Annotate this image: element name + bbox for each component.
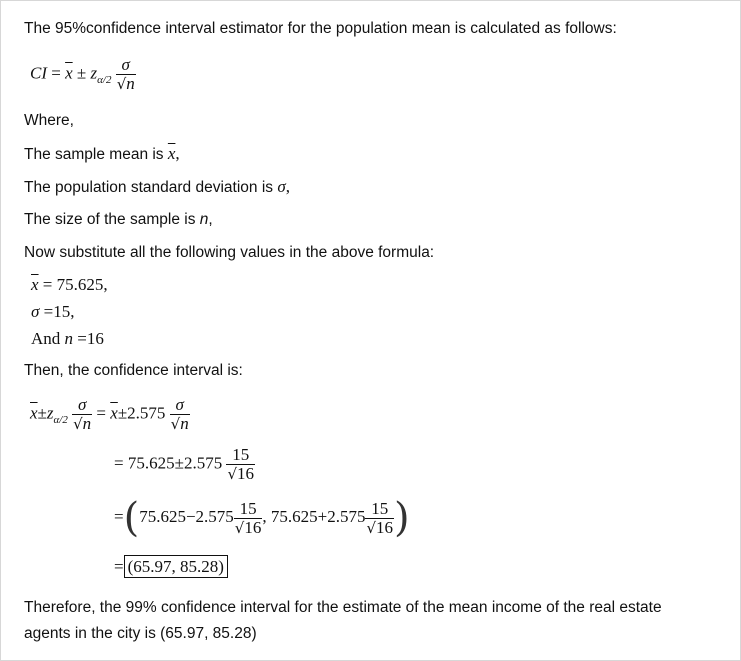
substitute-text: Now substitute all the following values in the above formula: [24, 244, 435, 261]
intro-text: The 95%confidence interval estimator for the population mean is calculated as follows: [24, 20, 617, 37]
def-population-sd: The population standard deviation is σ, [24, 177, 290, 196]
where-label: Where, [24, 112, 74, 129]
ci-step-3: =(75.625−2.575 $\frac{15}{√16}$ , 75.625+2.575 $\frac{15}{√16}$ ) [114, 495, 410, 541]
ci-step-1: $\overline{x}\pm z_{\alpha/2}$ $\frac{\sigma}{√n}$ = $\overline{x}\pm 2.575$ $\frac{\sigma}{√n}$ [30, 395, 189, 433]
then-text: Then, the confidence interval is: [24, 362, 243, 379]
conclusion-line-1: Therefore, the 99% confidence interval for the estimate of the mean income of the real estate [24, 599, 662, 616]
def-sample-size: The size of the sample is n, [24, 211, 213, 228]
value-xbar: $\overline{x} = 75.625$, [31, 275, 108, 294]
result-box: (65.97, 85.28) [124, 555, 228, 578]
ci-step-2: = 75.625±2.575 $\frac{15}{√16}$ [114, 445, 254, 483]
ci-result: = (65.97, 85.28) [114, 557, 228, 577]
value-n: And n =16 [31, 329, 104, 348]
ci-formula: CI = $\overline{x} \pm z_{\alpha/2}$ $\frac{\sigma}{√n}$ [30, 55, 135, 93]
value-sigma: σ =15, [31, 302, 75, 321]
conclusion-line-2: agents in the city is (65.97, 85.28) [24, 625, 257, 642]
def-sample-mean: The sample mean is $\overline{x}$, [24, 144, 180, 163]
